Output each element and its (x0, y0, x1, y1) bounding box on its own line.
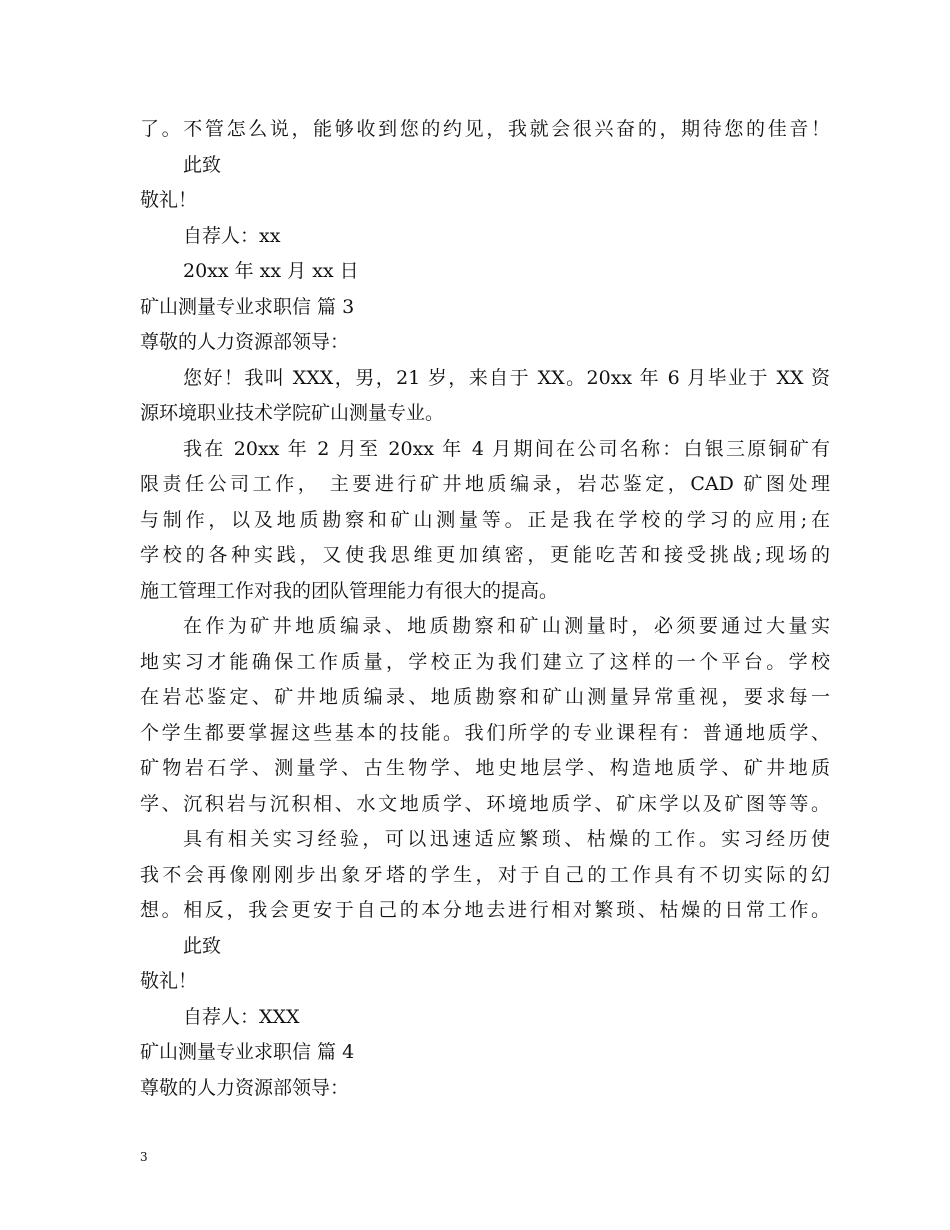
letter-greeting: 尊敬的人力资源部领导： (140, 1076, 350, 1099)
paragraph-line: 限责任公司工作， 主要进行矿井地质编录，岩芯鉴定，CAD 矿图处理 (140, 473, 830, 495)
signature-name: 自荐人：XXX (183, 1005, 300, 1028)
signature-name: 自荐人：xx (183, 224, 281, 247)
paragraph-line: 具有相关实习经验，可以迅速适应繁琐、枯燥的工作。实习经历使 (183, 828, 830, 850)
section-heading-4: 矿山测量专业求职信 篇 4 (140, 1041, 355, 1063)
paragraph-line: 学校的各种实践，又使我思维更加缜密，更能吃苦和接受挑战;现场的 (140, 544, 830, 566)
paragraph-line: 我不会再像刚刚步出象牙塔的学生，对于自己的工作具有不切实际的幻 (140, 863, 830, 886)
paragraph-line: 在作为矿井地质编录、地质勘察和矿山测量时，必须要通过大量实 (183, 615, 830, 637)
paragraph-line: 想。相反，我会更安于自己的本分地去进行相对繁琐、枯燥的日常工作。 (140, 899, 830, 921)
letter-greeting: 尊敬的人力资源部领导： (140, 331, 350, 353)
paragraph-line: 矿物岩石学、测量学、古生物学、地史地层学、构造地质学、矿井地质 (140, 757, 830, 779)
paragraph-line: 我在 20xx 年 2 月至 20xx 年 4 月期间在公司名称：白银三原铜矿有 (183, 437, 830, 460)
salutation-jingli: 敬礼！ (140, 970, 198, 992)
paragraph-line: 与制作，以及地质勘察和矿山测量等。正是我在学校的学习的应用;在 (140, 508, 830, 531)
signature-date: 20xx 年 xx 月 xx 日 (183, 260, 359, 282)
paragraph-line: 施工管理工作对我的团队管理能力有很大的提高。 (140, 579, 559, 602)
salutation-cizhi: 此致 (183, 153, 222, 176)
paragraph-line: 学、沉积岩与沉积相、水文地质学、环境地质学、矿床学以及矿图等等。 (140, 792, 830, 815)
salutation-cizhi: 此致 (183, 934, 222, 957)
paragraph-line: 源环境职业技术学院矿山测量专业。 (140, 402, 445, 424)
letter-body (140, 112, 830, 1106)
closing-sentence: 了。不管怎么说，能够收到您的约见，我就会很兴奋的，期待您的佳音！ (140, 118, 830, 140)
paragraph-line: 地实习才能确保工作质量，学校正为我们建立了这样的一个平台。学校 (140, 650, 830, 673)
paragraph-line: 您好！我叫 XXX，男，21 岁，来自于 XX。20xx 年 6 月毕业于 XX 资 (183, 366, 830, 389)
page-number: 3 (140, 1150, 148, 1164)
section-heading-3: 矿山测量专业求职信 篇 3 (140, 295, 355, 318)
paragraph-line: 在岩芯鉴定、矿井地质编录、地质勘察和矿山测量异常重视，要求每一 (140, 686, 830, 708)
salutation-jingli: 敬礼！ (140, 189, 198, 211)
paragraph-line: 个学生都要掌握这些基本的技能。我们所学的专业课程有：普通地质学、 (140, 721, 830, 744)
